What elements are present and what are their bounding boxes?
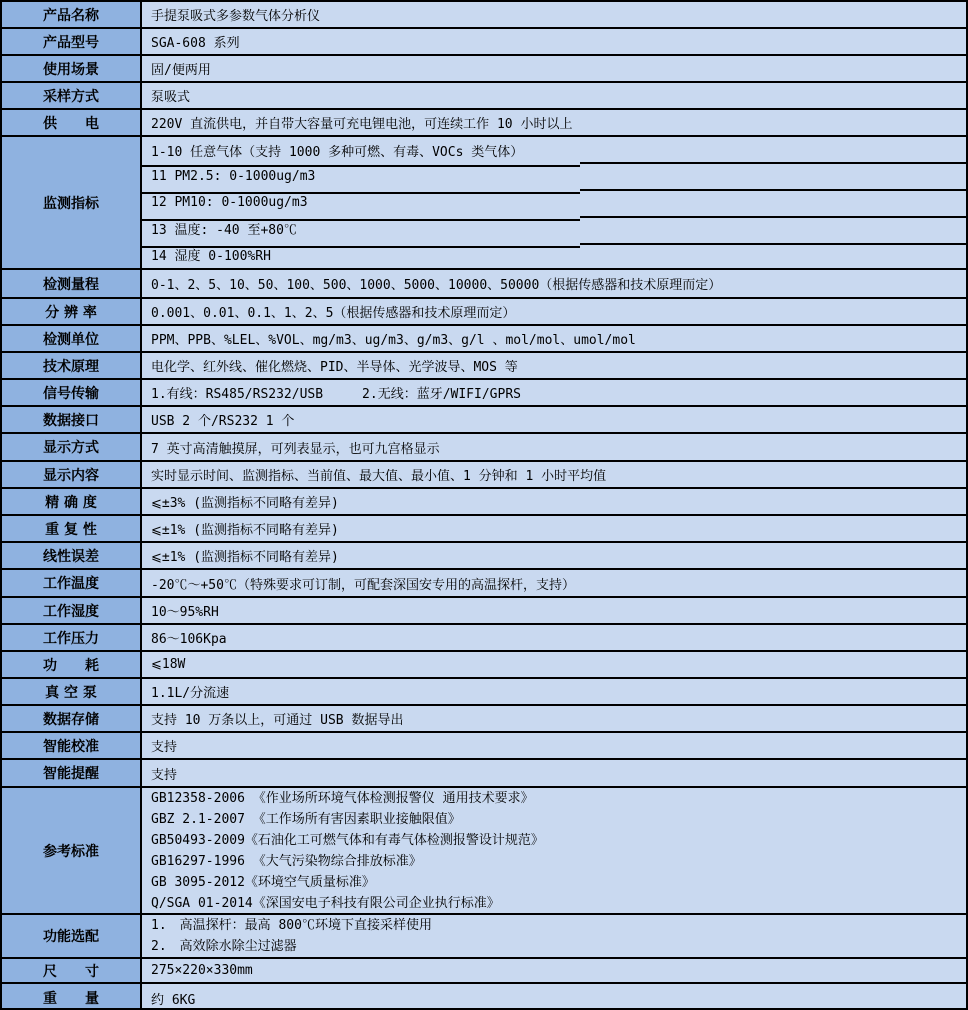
divider-line	[142, 192, 580, 194]
row-detection-range	[2, 270, 966, 299]
standards-list	[142, 788, 966, 913]
row-data-interface	[2, 407, 966, 434]
spec-label: 采样方式	[2, 83, 142, 108]
row-vacuum-pump	[2, 679, 966, 706]
spec-value: 支持	[151, 740, 178, 755]
spec-label: 线性误差	[2, 543, 142, 568]
row-technical-principle	[2, 353, 966, 380]
spec-value: USB 2 个/RS232 1 个	[151, 414, 295, 429]
standard-item: GBZ 2.1-2007 《工作场所有害因素职业接触限值》	[151, 811, 461, 827]
spec-value: ⩽±1% (监测指标不同略有差异)	[151, 550, 339, 565]
divider-line	[142, 219, 580, 221]
row-resolution	[2, 299, 966, 326]
standard-item: GB16297-1996 《大气污染物综合排放标准》	[151, 853, 422, 869]
row-reference-standards	[2, 788, 966, 915]
spec-label: 检测单位	[2, 326, 142, 351]
spec-label: 分 辨 率	[2, 299, 142, 324]
spec-label: 显示内容	[2, 462, 142, 487]
spec-value: 约 6KG	[151, 992, 196, 1008]
monitoring-sublist	[142, 137, 966, 268]
spec-value: ⩽18W	[151, 657, 186, 672]
row-smart-calibration	[2, 733, 966, 760]
divider-line	[142, 165, 580, 167]
row-product-name	[2, 2, 966, 29]
row-usage-scene	[2, 56, 966, 83]
spec-label: 尺 寸	[2, 959, 142, 982]
row-weight	[2, 984, 966, 1010]
spec-value: 1.1L/分流速	[151, 686, 230, 701]
monitoring-item: 13 温度: -40 至+80℃	[151, 223, 297, 239]
spec-value: ⩽±3% (监测指标不同略有差异)	[151, 496, 339, 511]
spec-label: 真 空 泵	[2, 679, 142, 704]
standard-item: Q/SGA 01-2014《深国安电子科技有限公司企业执行标准》	[151, 895, 500, 911]
row-monitoring-indicators	[2, 137, 966, 270]
row-data-storage	[2, 706, 966, 733]
spec-value: 实时显示时间、监测指标、当前值、最大值、最小值、1 分钟和 1 小时平均值	[151, 469, 607, 484]
spec-label: 显示方式	[2, 434, 142, 460]
row-sampling-method	[2, 83, 966, 110]
monitoring-item: 12 PM10: 0-1000ug/m3	[151, 195, 308, 210]
row-accuracy	[2, 489, 966, 516]
row-linearity-error	[2, 543, 966, 570]
row-model	[2, 29, 966, 56]
option-item: 2. 高效除水除尘过滤器	[151, 939, 297, 954]
spec-label: 智能提醒	[2, 760, 142, 786]
spec-label: 功能选配	[2, 915, 142, 957]
row-signal-transmission	[2, 380, 966, 407]
spec-value: SGA-608 系列	[151, 36, 240, 51]
row-display-content	[2, 462, 966, 489]
spec-value: 支持 10 万条以上，可通过 USB 数据导出	[151, 713, 404, 728]
spec-label: 工作湿度	[2, 598, 142, 623]
spec-label: 工作压力	[2, 625, 142, 650]
divider-line	[580, 189, 966, 191]
spec-label: 产品型号	[2, 29, 142, 54]
spec-value: 86～106Kpa	[151, 632, 227, 647]
row-smart-reminder	[2, 760, 966, 788]
spec-value: 7 英寸高清触摸屏，可列表显示，也可九宫格显示	[151, 441, 440, 457]
spec-value: 220V 直流供电，并自带大容量可充电锂电池，可连续工作 10 小时以上	[151, 117, 573, 132]
spec-label: 精 确 度	[2, 489, 142, 514]
spec-value: 1.有线：RS485/RS232/USB 2.无线：蓝牙/WIFI/GPRS	[151, 387, 521, 402]
spec-label: 监测指标	[2, 137, 142, 268]
spec-label: 技术原理	[2, 353, 142, 378]
spec-label: 产品名称	[2, 2, 142, 27]
row-dimensions	[2, 959, 966, 984]
option-item: 1. 高温探杆：最高 800℃环境下直接采样使用	[151, 918, 432, 933]
spec-label: 使用场景	[2, 56, 142, 81]
spec-value: 泵吸式	[151, 90, 191, 105]
standard-item: GB50493-2009《石油化工可燃气体和有毒气体检测报警设计规范》	[151, 832, 544, 848]
spec-label: 信号传输	[2, 380, 142, 405]
spec-value: 0-1、2、5、10、50、100、500、1000、5000、10000、50000（根据传感器和技术原理而定）	[151, 278, 722, 293]
spec-label: 重 复 性	[2, 516, 142, 541]
row-working-humidity	[2, 598, 966, 625]
row-working-pressure	[2, 625, 966, 652]
spec-label: 检测量程	[2, 270, 142, 297]
divider-line	[580, 216, 966, 218]
spec-value: 支持	[151, 767, 178, 783]
spec-value: PPM、PPB、%LEL、%VOL、mg/m3、ug/m3、g/m3、g/l 、mol/mol、umol/mol	[151, 333, 636, 348]
spec-value: 10～95%RH	[151, 605, 219, 620]
row-working-temperature	[2, 570, 966, 598]
row-detection-unit	[2, 326, 966, 353]
spec-label: 数据接口	[2, 407, 142, 432]
spec-value: 0.001、0.01、0.1、1、2、5（根据传感器和技术原理而定）	[151, 306, 516, 321]
standard-item: GB 3095-2012《环境空气质量标准》	[151, 874, 375, 890]
spec-label: 智能校准	[2, 733, 142, 758]
divider-line	[580, 162, 966, 164]
row-display-mode	[2, 434, 966, 462]
spec-value: 固/便两用	[151, 63, 211, 78]
divider-line	[142, 246, 580, 248]
standard-item: GB12358-2006 《作业场所环境气体检测报警仪 通用技术要求》	[151, 790, 534, 806]
row-power-consumption	[2, 652, 966, 679]
row-power-supply	[2, 110, 966, 137]
spec-value: 手提泵吸式多参数气体分析仪	[151, 9, 321, 24]
spec-label: 数据存储	[2, 706, 142, 731]
spec-label: 供 电	[2, 110, 142, 135]
spec-value: 275×220×330mm	[151, 963, 253, 978]
spec-label: 参考标准	[2, 788, 142, 913]
spec-label: 功 耗	[2, 652, 142, 677]
spec-label: 重 量	[2, 984, 142, 1010]
options-list	[142, 915, 966, 957]
row-repeatability	[2, 516, 966, 543]
spec-value: 电化学、红外线、催化燃烧、PID、半导体、光学波导、MOS 等	[151, 360, 518, 375]
spec-value: ⩽±1% (监测指标不同略有差异)	[151, 523, 339, 538]
row-optional-features	[2, 915, 966, 959]
monitoring-item: 14 湿度 0-100%RH	[151, 249, 271, 265]
spec-label: 工作温度	[2, 570, 142, 596]
spec-value: -20℃～+50℃（特殊要求可订制，可配套深国安专用的高温探杆，支持）	[151, 577, 575, 593]
monitoring-item: 11 PM2.5: 0-1000ug/m3	[151, 168, 316, 184]
divider-line	[580, 243, 966, 245]
monitoring-item: 1-10 任意气体（支持 1000 多种可燃、有毒、VOCs 类气体）	[151, 144, 524, 160]
